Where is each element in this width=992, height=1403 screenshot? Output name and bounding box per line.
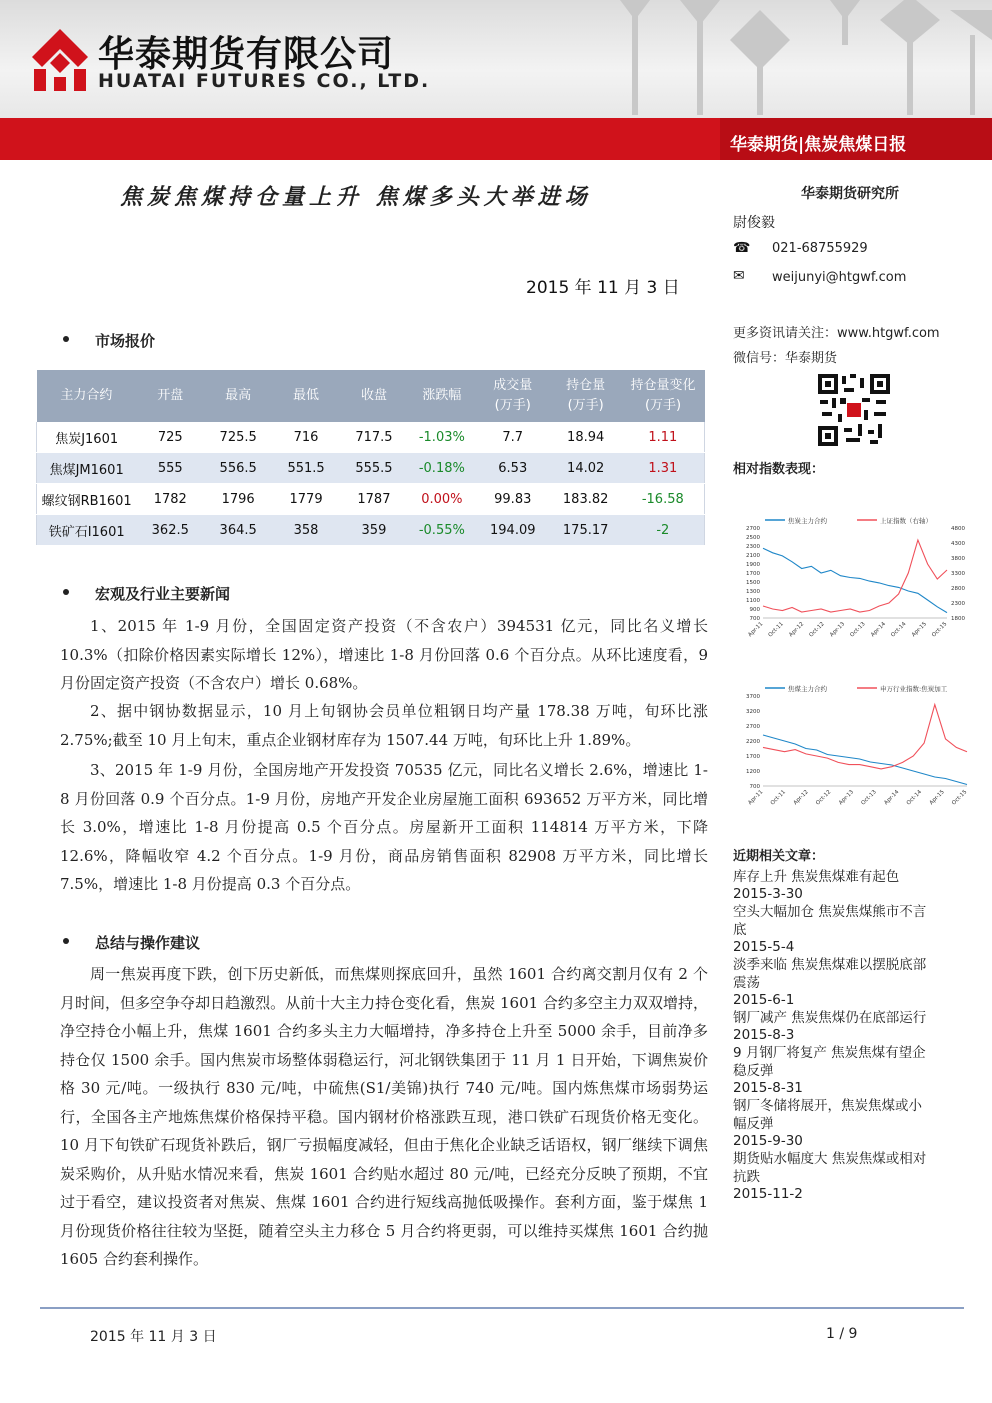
article-title[interactable]: 钢厂减产 焦炭焦煤仍在底部运行 — [733, 1010, 927, 1026]
recent-articles-list — [733, 868, 928, 1203]
table-cell: 358 — [272, 515, 340, 546]
table-cell: 1796 — [204, 484, 272, 515]
table-row — [37, 515, 705, 546]
table-cell: 194.09 — [476, 515, 550, 546]
y-tick-label: 1100 — [746, 598, 760, 604]
table-cell: 364.5 — [204, 515, 272, 546]
page-number: 1 / 9 — [826, 1326, 858, 1342]
bullet-icon — [63, 336, 69, 342]
chart-cokingcoal-vs-index — [735, 680, 973, 828]
legend-label: 焦炭主力合约 — [788, 517, 827, 525]
table-cell: -16.58 — [622, 484, 705, 515]
table-cell: 1779 — [272, 484, 340, 515]
table-cell: 556.5 — [204, 453, 272, 484]
x-tick-label: Oct-14 — [905, 789, 924, 807]
table-row — [37, 484, 705, 515]
article-title[interactable]: 期货贴水幅度大 焦炭焦煤或相对抗跌 — [733, 1151, 927, 1185]
legend-label: 申万行业指数:焦炭加工 — [880, 685, 948, 693]
y-tick-label: 1900 — [746, 562, 760, 568]
x-tick-label: Oct-13 — [849, 621, 867, 639]
table-cell: 0.00% — [408, 484, 476, 515]
table-cell: 362.5 — [136, 515, 204, 546]
y-tick-label: 1500 — [746, 580, 760, 586]
phone-icon: ☎ — [733, 240, 751, 256]
legend-label: 上证指数（右轴） — [880, 517, 932, 525]
x-tick-label: Apr-11 — [747, 789, 765, 807]
footer-divider — [40, 1307, 964, 1309]
table-cell: 716 — [272, 422, 340, 453]
table-cell: 175.17 — [550, 515, 622, 546]
article-title[interactable]: 钢厂冬储将展开，焦炭焦煤或小幅反弹 — [733, 1098, 922, 1132]
table-header-cell: 主力合约 — [37, 370, 137, 422]
table-header-row — [37, 370, 705, 422]
table-cell: 铁矿石I1601 — [37, 515, 137, 546]
y-tick-label: 3200 — [746, 709, 760, 715]
x-tick-label: Apr-12 — [788, 621, 806, 639]
analyst-phone: 021-68755929 — [772, 241, 868, 256]
table-header-cell: 成交量 (万手) — [476, 370, 550, 422]
x-tick-label: Apr-12 — [792, 789, 810, 807]
wechat-id: 微信号：华泰期货 — [733, 351, 838, 366]
y-tick-label: 1200 — [746, 769, 760, 775]
series-line — [763, 540, 947, 612]
article-date: 2015-9-30 — [733, 1133, 803, 1149]
company-name-cn: 华泰期货有限公司 — [98, 34, 395, 75]
x-tick-label: Apr-13 — [837, 789, 856, 807]
y-right-tick-label: 4800 — [951, 526, 965, 532]
relative-index-title: 相对指数表现： — [733, 462, 825, 477]
qr-code — [818, 374, 890, 446]
x-tick-label: Oct-15 — [931, 621, 949, 639]
table-cell: -1.03% — [408, 422, 476, 453]
table-cell: 14.02 — [550, 453, 622, 484]
table-cell: 717.5 — [340, 422, 408, 453]
table-header-cell: 涨跌幅 — [408, 370, 476, 422]
series-line — [763, 705, 967, 769]
x-tick-label: Oct-12 — [808, 621, 826, 639]
article-date: 2015-8-3 — [733, 1027, 795, 1043]
news-paragraph-1: 1、2015 年 1-9 月份，全国固定资产投资（不含农户）394531 亿元，同比名义增长 10.3%（扣除价格因素实际增长 12%），增速比 1-8 月份回落 0.6 个百分点。从环比速度看，9 月份固定资产投资（不含农户）增长 0.68%。 — [60, 617, 708, 692]
y-right-tick-label: 2800 — [951, 586, 965, 592]
table-cell: 551.5 — [272, 453, 340, 484]
y-right-tick-label: 1800 — [951, 616, 965, 622]
table-cell: 183.82 — [550, 484, 622, 515]
chart-coke-vs-shanghai — [735, 512, 973, 654]
table-cell: 555.5 — [340, 453, 408, 484]
company-name-en: HUATAI FUTURES CO., LTD. — [98, 70, 431, 92]
table-row — [37, 422, 705, 453]
section-title-news: 宏观及行业主要新闻 — [95, 585, 231, 603]
quote-table — [36, 370, 705, 546]
table-cell: 焦煤JM1601 — [37, 453, 137, 484]
legend-label: 焦煤主力合约 — [788, 685, 827, 693]
email-icon: ✉ — [733, 268, 745, 284]
table-cell: 螺纹钢RB1601 — [37, 484, 137, 515]
x-tick-label: Oct-15 — [951, 789, 969, 807]
table-cell: 焦炭J1601 — [37, 422, 137, 453]
article-date: 2015-3-30 — [733, 886, 803, 902]
y-tick-label: 2100 — [746, 553, 760, 559]
x-tick-label: Apr-15 — [910, 621, 928, 639]
x-tick-label: Apr-15 — [928, 789, 946, 807]
bullet-icon — [63, 589, 69, 595]
table-cell: -0.55% — [408, 515, 476, 546]
x-tick-label: Oct-12 — [815, 789, 833, 807]
y-tick-label: 2700 — [746, 724, 760, 730]
recent-articles-title: 近期相关文章： — [733, 849, 825, 864]
y-tick-label: 1700 — [746, 571, 760, 577]
y-right-tick-label: 2300 — [951, 601, 965, 607]
analyst-email[interactable]: weijunyi@htgwf.com — [772, 270, 907, 285]
x-tick-label: Oct-11 — [767, 621, 785, 639]
y-tick-label: 2300 — [746, 544, 760, 550]
table-header-cell: 最高 — [204, 370, 272, 422]
report-title: 华泰期货|焦炭焦煤日报 — [730, 135, 907, 155]
table-cell: 99.83 — [476, 484, 550, 515]
table-cell: 555 — [136, 453, 204, 484]
table-header-cell: 开盘 — [136, 370, 204, 422]
article-date: 2015-8-31 — [733, 1080, 803, 1096]
table-cell: 359 — [340, 515, 408, 546]
table-cell: 6.53 — [476, 453, 550, 484]
y-right-tick-label: 3800 — [951, 556, 965, 562]
more-info-link[interactable]: 更多资讯请关注：www.htgwf.com — [733, 326, 940, 341]
summary-paragraph: 周一焦炭再度下跌，创下历史新低，而焦煤则探底回升，虽然 1601 合约离交割月仅有 2 个月时间，但多空争夺却日趋激烈。从前十大主力持仓变化看，焦炭 1601 合约多空主力双双增持，净空持仓小幅上升，焦煤 1601 合约多头主力大幅增持，净多持仓上升至 5000 余手，目前净多持仓仅 1500 余手。国内焦炭市场整体弱稳运行，河北钢铁集团于 11 月 1 日开始，下调焦炭价格 30 元/吨。一级执行 830 元/吨，中硫焦(S1/美锦)执行 740 元/吨。国内炼焦煤市场弱势运行，全国各主产地炼焦煤价格保持平稳。国内钢材价格涨跌互现，港口铁矿石现货价格无变化。10 月下旬铁矿石现货补跌后，钢厂亏损幅度减轻，但由于焦化企业缺乏话语权，钢厂继续下调焦炭采购价，从升贴水情况来看，焦炭 1601 合约贴水超过 80 元/吨，已经充分反映了预期，不宜过于看空，建议投资者对焦炭、焦煤 1601 合约进行短线高抛低吸操作。套利方面，鉴于煤焦 1 月份现货价格往往较为坚挺，随着空头主力移仓 5 月合约将更弱，可以维持买煤焦 1601 合约抛 1605 合约套利操作。 — [60, 965, 708, 1268]
x-tick-label: Apr-14 — [869, 621, 888, 639]
news-paragraph-2: 2、据中钢协数据显示，10 月上旬钢协会员单位粗钢日均产量 178.38 万吨，旬环比涨 2.75%;截至 10 月上旬末，重点企业钢材库存为 1507.44 万吨，旬环比上升 1.89%。 — [60, 702, 708, 749]
article-date: 2015-6-1 — [733, 992, 795, 1008]
table-header-cell: 最低 — [272, 370, 340, 422]
header-decoration — [590, 0, 992, 118]
series-line — [763, 735, 967, 785]
table-row — [37, 453, 705, 484]
analyst-name: 尉俊毅 — [733, 215, 775, 231]
series-line — [763, 548, 947, 612]
article-title[interactable]: 9 月钢厂将复产 焦炭焦煤有望企稳反弹 — [733, 1045, 926, 1079]
table-cell: -2 — [622, 515, 705, 546]
article-title[interactable]: 库存上升 焦炭焦煤难有起色 — [733, 869, 900, 885]
table-header-cell: 持仓量变化 (万手) — [622, 370, 705, 422]
table-header-cell: 持仓量 (万手) — [550, 370, 622, 422]
x-tick-label: Apr-13 — [829, 621, 847, 639]
section-title-market: 市场报价 — [95, 332, 156, 350]
y-tick-label: 2200 — [746, 739, 760, 745]
y-tick-label: 2500 — [746, 535, 760, 541]
y-tick-label: 700 — [749, 616, 760, 622]
table-cell: 1.11 — [622, 422, 705, 453]
x-tick-label: Oct-14 — [890, 621, 908, 639]
table-cell: 725 — [136, 422, 204, 453]
table-cell: 725.5 — [204, 422, 272, 453]
table-cell: 1.31 — [622, 453, 705, 484]
company-logo — [30, 27, 90, 93]
footer-date: 2015 年 11 月 3 日 — [90, 1329, 217, 1345]
table-cell: 1782 — [136, 484, 204, 515]
table-cell: 7.7 — [476, 422, 550, 453]
x-tick-label: Apr-11 — [747, 621, 765, 639]
section-title-summary: 总结与操作建议 — [95, 934, 201, 952]
y-tick-label: 900 — [749, 607, 760, 613]
table-cell: 1787 — [340, 484, 408, 515]
institute-name: 华泰期货研究所 — [801, 186, 899, 202]
article-title[interactable]: 淡季来临 焦炭焦煤难以摆脱底部震荡 — [733, 957, 927, 991]
news-paragraph-3: 3、2015 年 1-9 月份，全国房地产开发投资 70535 亿元，同比名义增长 2.6%，增速比 1-8 月份回落 0.9 个百分点。1-9 月份，房地产开发企业房屋施工面积 693652 万平方米，同比增长 3.0%，增速比 1-8 月份提高 0.5 个百分点。房屋新开工面积 114814 万平方米，下降 12.6%，降幅收窄 4.2 个百分点。1-9 月份，商品房销售面积 82908 万平方米，同比增长 7.5%，增速比 1-8 月份提高 0.3 个百分点。 — [60, 761, 708, 893]
x-tick-label: Oct-11 — [769, 789, 788, 807]
y-tick-label: 700 — [749, 784, 760, 790]
y-tick-label: 1700 — [746, 754, 760, 760]
table-cell: 18.94 — [550, 422, 622, 453]
article-date: 2015-5-4 — [733, 939, 795, 955]
x-tick-label: Apr-14 — [883, 789, 901, 807]
y-tick-label: 3700 — [746, 694, 760, 700]
headline: 焦炭焦煤持仓量上升 焦煤多头大举进场 — [120, 184, 592, 210]
y-tick-label: 2700 — [746, 526, 760, 532]
table-cell: -0.18% — [408, 453, 476, 484]
article-date: 2015-11-2 — [733, 1186, 803, 1202]
y-right-tick-label: 3300 — [951, 571, 965, 577]
report-date: 2015 年 11 月 3 日 — [526, 278, 680, 298]
y-right-tick-label: 4300 — [951, 541, 965, 547]
article-title[interactable]: 空头大幅加仓 焦炭焦煤熊市不言底 — [733, 904, 927, 938]
y-tick-label: 1300 — [746, 589, 760, 595]
x-tick-label: Oct-13 — [860, 789, 878, 807]
table-header-cell: 收盘 — [340, 370, 408, 422]
bullet-icon — [63, 938, 69, 944]
